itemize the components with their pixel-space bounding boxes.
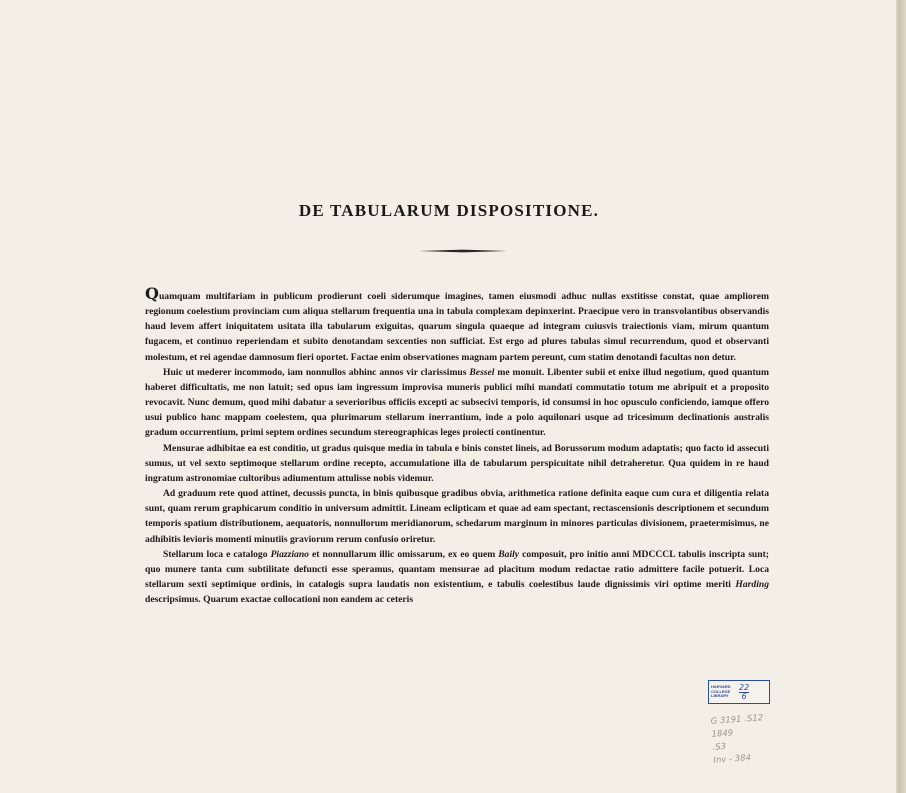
pencil-note: 1849: [711, 728, 734, 740]
paragraph-3-text: Mensurae adhibitae ea est conditio, ut gradus quisque media in tabula e binis constet lineis, ad Borussorum modum adaptatis; quo facto id assecuti sumus, ut vel sexto septimoque stellarum ordine recepto, accumulatione illa de tabularum perspicuitate nihil detraheretur. Qua quidem in re haud ingratum astronomiae cultoribus adiumentum attulisse nobis videmur.: [145, 442, 769, 484]
pencil-call-number: [710, 710, 793, 767]
paragraph-2-text-b: me monuit. Libenter subii et enixe illud negotium, quod quantum haberet difficultatis, me non latuit; sed opus iam ingressum improvisa muneris publici mihi mandati commutatio totum me abripuit et a proposito revocavit. Nunc demum, quod mihi dabatur a severioribus officiis excepti ac subsecivi temporis, id consumsi in hoc opusculo conficiendo, iamque offero usui publico hanc mappam coelestem, qua plurimarum stellarum inerrantium, inde a polo aquilonari usque ad tricesimum declinationis australis gradum occurrentium, primi septem ordines secundum stereographicas leges proiecti continentur.: [145, 366, 769, 439]
catalog-name-piazziano: Piazziano: [270, 548, 309, 560]
author-name-harding: Harding: [735, 578, 769, 590]
author-name-bessel: Bessel: [469, 366, 495, 378]
page-title: DE TABULARUM DISPOSITIONE.: [298, 201, 600, 220]
paragraph-1-text: uamquam multifariam in publicum prodierunt coeli siderumque imagines, tamen eiusmodi adhuc nullas exstitisse constat, quae ampliorem regionum coelestium provinciam cum aliqua stellarum frequentia una in tabula complexam depinxerint. Praecipue vero in transvolantibus observandis haud levem affert iniquitatem usitata illa tabularum exiguitas, quarum singula quaeque ad integram cuiusvis traiectionis viam, mirum quantum fugacem, et continuo reperiendam et subito denotandam sexcenties non sufficiat. Est ergo ad plures tabulas simul recurrendum, quod et observanti molestum, et rei agendae damnosum fieri oportet. Factae enim observationes magnam partem pereunt, cum statim denotandi facultas non detur.: [145, 291, 769, 363]
drop-cap: Q: [145, 284, 159, 303]
pencil-note: .S3: [712, 741, 727, 753]
paragraph-5: [145, 547, 769, 608]
title-ornament-rule: [419, 249, 507, 253]
author-name-baily: Baily: [498, 548, 520, 560]
page-edge: [898, 0, 906, 793]
paragraph-4: [145, 486, 769, 547]
paragraph-1: [145, 284, 769, 365]
library-stamp-number: 22 6: [739, 682, 750, 701]
pencil-note: G 3191 .S12: [710, 713, 764, 727]
paragraph-2-text-a: Huic ut mederer incommodo, iam nonnullos abhinc annos vir clarissimus: [163, 366, 470, 378]
paragraph-5-text-d: descripsimus. Quarum exactae collocationi non eandem ac ceteris: [145, 594, 414, 606]
paragraph-5-text-c: composuit, pro initio anni MDCCCL tabulis inscripta sunt; quo munere tanta cum subtilitate defuncti esse speramus, quantam mensurae ad placitum modum redactae ratio admittere facile potuerit. Loca stellarum sexti septimique ordinis, in catalogis supra laudatis non existentium, e tabulis coelestibus laude dignissimis viri optime meriti: [145, 548, 769, 590]
paragraph-5-text-b: et nonnullarum illic omissarum, ex eo quem: [308, 548, 499, 560]
library-stamp: [708, 680, 770, 704]
paragraph-2: [145, 365, 769, 441]
paragraph-3: [145, 441, 769, 486]
body-text: [145, 284, 769, 607]
paragraph-4-text: Ad graduum rete quod attinet, decussis puncta, in binis quibusque gradibus obvia, arithmetica ratione definita eaque cum cura et diligentia relata sunt, quam rerum graphicarum conditio in universum admittit. Lineam eclipticam et quae ad eam spectant, rectascensionis descriptionem et secundum temporis spatium distributionem, aequatoris, nonnullorum meridianorum, schedarum marginum in minores particulas divisionem, praetermisimus, ne adhibitis levioris momenti minutiis graviorum rerum confusio oriretur.: [145, 488, 769, 545]
library-stamp-label: HARVARD COLLEGE LIBRARY: [711, 684, 731, 699]
paragraph-5-text-a: Stellarum loca e catalogo: [163, 548, 271, 560]
pencil-note: Inv - 384: [713, 753, 752, 766]
